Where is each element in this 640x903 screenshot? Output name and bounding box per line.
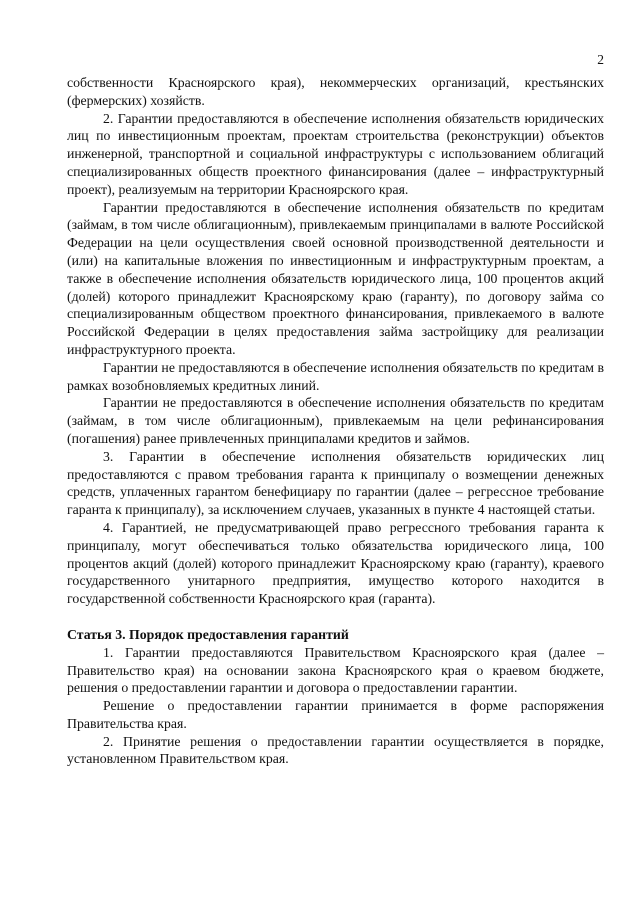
paragraph-guarantees-loans: Гарантии предоставляются в обеспечение исполнения обязательств по кредитам (займам, в том числе облигационным), привлекаемым принципалами в валюте Российской Федерации на цели осуществления своей основной производственной деятельности и (или) на капитальные вложения по инвестиционным и инфраструктурным проектам, а также в обеспечение исполнения обязательств юридического лица, 100 процентов акций (долей) которого принадлежит Красноярскому краю (гаранту), по договору займа со специализированным обществом проектного финансирования, привлекаемого в валюте Российской Федерации в целях предоставления займа застройщику для реализации инфраструктурного проекта. (67, 199, 604, 357)
paragraph-item-4: 4. Гарантией, не предусматривающей право регрессного требования гаранта к принципалу, могут обеспечиваться только обязательства юридического лица, 100 процентов акций (долей) которого принадлежит Красноярскому краю (гаранту), краевого государственного унитарного предприятия, имущество которого находится в государственной собственности Красноярского края (гаранта). (67, 519, 604, 607)
page-number: 2 (597, 52, 604, 67)
paragraph-revolving-credit: Гарантии не предоставляются в обеспечение исполнения обязательств по кредитам в рамках возобновляемых кредитных линий. (67, 359, 604, 393)
paragraph-item-2: 2. Гарантии предоставляются в обеспечение исполнения обязательств юридических лиц по инвестиционным проектам, проектам строительства (реконструкции) объектов инженерной, транспортной и социальной инфраструктуры с использованием облигаций специализированных обществ проектного финансирования (далее – инфраструктурный проект), реализуемым на территории Красноярского края. (67, 110, 604, 197)
paragraph-item-3: 3. Гарантии в обеспечение исполнения обязательств юридических лиц предоставляются с правом требования гаранта к принципалу о возмещении денежных средств, уплаченных гарантом бенефициару по гарантии (далее – регрессное требование гаранта к принципалу), за исключением случаев, указанных в пункте 4 настоящей статьи. (67, 448, 604, 518)
article-paragraph-decision-form: Решение о предоставлении гарантии принимается в форме распоряжения Правительства края. (67, 698, 604, 731)
article-heading: Статья 3. Порядок предоставления гарантий (67, 626, 349, 642)
document-body (67, 74, 604, 768)
article-paragraph-1: 1. Гарантии предоставляются Правительством Красноярского края (далее – Правительство края) на основании закона Красноярского края о краевом бюджете, решения о предоставлении гарантии и договора о предоставлении гарантии. (67, 644, 604, 696)
article-paragraph-2: 2. Принятие решения о предоставлении гарантии осуществляется в порядке, установленном Правительством края. (67, 733, 604, 767)
paragraph-refinancing: Гарантии не предоставляются в обеспечение исполнения обязательств по кредитам (займам, в том числе облигационным), привлекаемым на цели рефинансирования (погашения) ранее привлеченных принципалами кредитов и займов. (67, 395, 604, 446)
paragraph-continuation: собственности Красноярского края), некоммерческих организаций, крестьянских (фермерских) хозяйств. (67, 75, 604, 108)
